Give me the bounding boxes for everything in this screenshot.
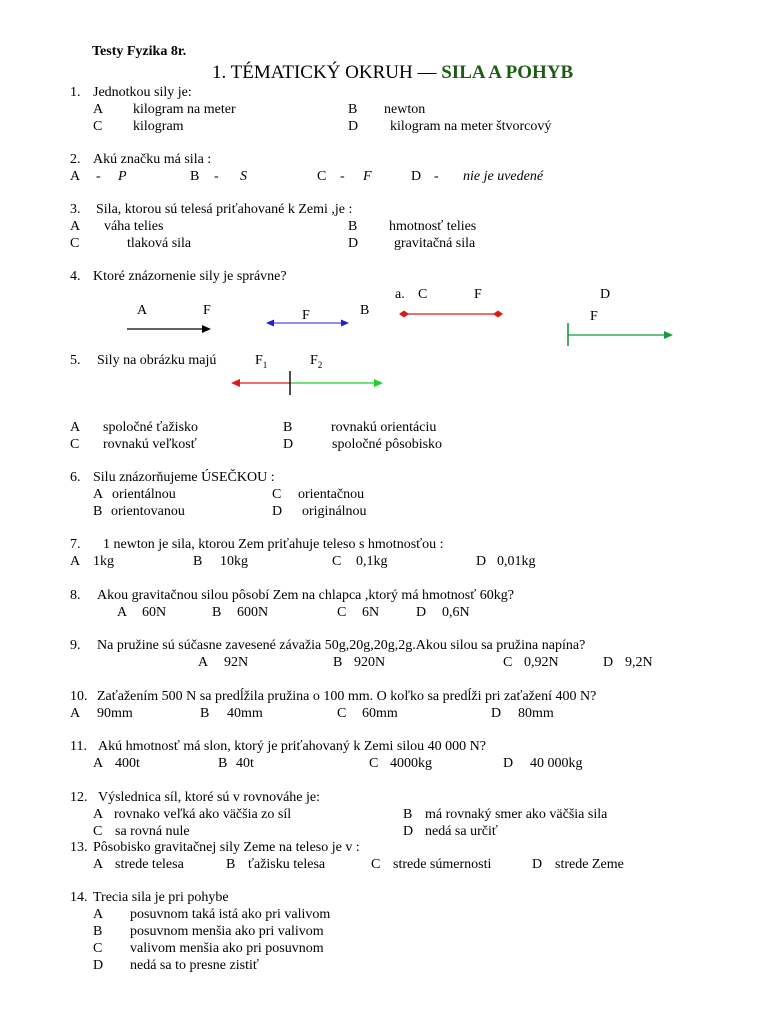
q8-option-a-letter: A xyxy=(117,605,128,620)
q14-option-d: nedá sa to presne zistiť xyxy=(130,958,259,973)
q7-option-b: 10kg xyxy=(220,554,248,569)
q2-option-b-letter: B xyxy=(190,169,200,184)
q1-option-a: kilogram na meter xyxy=(133,102,236,117)
q11-option-a-letter: A xyxy=(93,756,104,771)
q5-text: Sily na obrázku majú xyxy=(97,353,217,368)
q14-text: Trecia sila je pri pohybe xyxy=(93,890,229,905)
q11-option-d: 40 000kg xyxy=(530,756,583,771)
q13-option-d: strede Zeme xyxy=(555,857,624,872)
title-prefix: 1. TÉMATICKÝ OKRUH — xyxy=(212,62,437,83)
q2-option-c-letter: C xyxy=(317,169,327,184)
q5-number: 5. xyxy=(70,353,81,368)
q2-option-a-sep: - xyxy=(96,169,101,184)
q8-option-b: 600N xyxy=(237,605,269,620)
q9-text: Na pružine sú súčasne zavesené závažia 50g,20g,20g,2g.Akou silou sa pružina napína? xyxy=(97,638,586,653)
q8-text: Akou gravitačnou silou pôsobí Zem na chlapca ,ktorý má hmotnosť 60kg? xyxy=(97,588,514,603)
q11-option-d-letter: D xyxy=(503,756,514,771)
q7-option-d: 0,01kg xyxy=(497,554,536,569)
q9-number: 9. xyxy=(70,638,81,653)
q2-number: 2. xyxy=(70,152,81,167)
q4-text: Ktoré znázornenie sily je správne? xyxy=(93,269,287,284)
q5-option-b-letter: B xyxy=(283,420,293,435)
q1-option-c-letter: C xyxy=(93,119,103,134)
q14-option-a-letter: A xyxy=(93,907,104,922)
q6-option-c: orientačnou xyxy=(298,487,365,502)
q4-arrow-b xyxy=(266,320,349,327)
q6-option-d-letter: D xyxy=(272,504,283,519)
q9-option-d: 9,2N xyxy=(625,655,653,670)
q6-text: Silu znázorňujeme ÚSEČKOU : xyxy=(93,470,275,485)
q10-option-b-letter: B xyxy=(200,706,210,721)
q8-option-c-letter: C xyxy=(337,605,347,620)
q5-option-d-letter: D xyxy=(283,437,294,452)
q2-option-c-sep: - xyxy=(340,169,345,184)
q12-option-d: nedá sa určiť xyxy=(425,824,498,839)
q12-option-a-letter: A xyxy=(93,807,104,822)
q9-option-b-letter: B xyxy=(333,655,343,670)
q1-option-d-letter: D xyxy=(348,119,359,134)
q11-option-c-letter: C xyxy=(369,756,379,771)
q5-option-b: rovnakú orientáciu xyxy=(331,420,437,435)
q9-option-a: 92N xyxy=(224,655,249,670)
q12-option-c: sa rovná nule xyxy=(115,824,190,839)
q12-text: Výslednica síl, ktoré sú v rovnováhe je: xyxy=(98,790,321,805)
q4-d-letter: D xyxy=(600,287,611,302)
q4-arrow-c xyxy=(399,311,503,318)
q6-option-a-letter: A xyxy=(93,487,104,502)
q1-option-b-letter: B xyxy=(348,102,358,117)
q4-arrow-a xyxy=(127,325,211,333)
q2-text: Akú značku má sila : xyxy=(93,152,212,167)
q7-option-c: 0,1kg xyxy=(356,554,388,569)
q6-option-b-letter: B xyxy=(93,504,103,519)
q2-option-b-sep: - xyxy=(214,169,219,184)
q4-c-force-label: F xyxy=(474,287,482,302)
document-subject: Testy Fyzika 8r. xyxy=(92,44,187,59)
q10-option-b: 40mm xyxy=(227,706,263,721)
q12-option-b: má rovnaký smer ako väčšia sila xyxy=(425,807,608,822)
q2-option-d-sep: - xyxy=(434,169,439,184)
q14-option-c-letter: C xyxy=(93,941,103,956)
q6-option-c-letter: C xyxy=(272,487,282,502)
q13-option-a: strede telesa xyxy=(115,857,184,872)
q7-option-d-letter: D xyxy=(476,554,487,569)
q6-option-a: orientálnou xyxy=(112,487,176,502)
q4-b-force-label: F xyxy=(302,308,310,323)
q10-option-d: 80mm xyxy=(518,706,554,721)
q14-option-b-letter: B xyxy=(93,924,103,939)
q2-option-b: S xyxy=(240,169,247,184)
q3-option-d: gravitačná sila xyxy=(394,236,476,251)
q13-text: Pôsobisko gravitačnej sily Zeme na teleso je v : xyxy=(93,840,360,855)
q5-option-c: rovnakú veľkosť xyxy=(103,437,197,452)
q6-number: 6. xyxy=(70,470,81,485)
q4-number: 4. xyxy=(70,269,81,284)
q1-option-a-letter: A xyxy=(93,102,104,117)
q8-number: 8. xyxy=(70,588,81,603)
q9-option-d-letter: D xyxy=(603,655,614,670)
q10-option-d-letter: D xyxy=(491,706,502,721)
q7-option-a-letter: A xyxy=(70,554,81,569)
q10-option-c-letter: C xyxy=(337,706,347,721)
q14-option-a: posuvnom taká istá ako pri valivom xyxy=(130,907,331,922)
q11-number: 11. xyxy=(70,739,87,754)
q14-option-b: posuvnom menšia ako pri valivom xyxy=(130,924,324,939)
q4-c-letter: C xyxy=(418,287,428,302)
q3-option-c-letter: C xyxy=(70,236,80,251)
q4-b-letter: B xyxy=(360,303,370,318)
q7-option-c-letter: C xyxy=(332,554,342,569)
q13-option-c: strede súmernosti xyxy=(393,857,492,872)
q13-option-b: ťažisku telesa xyxy=(248,857,326,872)
q4-a-letter: A xyxy=(137,303,148,318)
q3-text: Sila, ktorou sú telesá priťahované k Zemi ,je : xyxy=(96,202,353,217)
q3-option-d-letter: D xyxy=(348,236,359,251)
q9-option-b: 920N xyxy=(354,655,386,670)
q7-number: 7. xyxy=(70,537,81,552)
q8-option-c: 6N xyxy=(362,605,380,620)
q11-text: Akú hmotnosť má slon, ktorý je priťahovaný k Zemi silou 40 000 N? xyxy=(98,739,486,754)
q5-force-diagram xyxy=(231,371,383,395)
q3-option-c: tlaková sila xyxy=(127,236,192,251)
q3-option-b: hmotnosť telies xyxy=(389,219,477,234)
q2-option-d-letter: D xyxy=(411,169,422,184)
q2-option-a-letter: A xyxy=(70,169,81,184)
q4-c-prefix: a. xyxy=(395,287,405,302)
q1-option-b: newton xyxy=(384,102,426,117)
q12-option-a: rovnako veľká ako väčšia zo síl xyxy=(114,807,292,822)
q7-option-a: 1kg xyxy=(93,554,114,569)
q10-number: 10. xyxy=(70,689,88,704)
q2-option-d: nie je uvedené xyxy=(463,169,544,184)
q7-option-b-letter: B xyxy=(193,554,203,569)
q12-option-d-letter: D xyxy=(403,824,414,839)
q13-option-c-letter: C xyxy=(371,857,381,872)
q4-a-force-label: F xyxy=(203,303,211,318)
q5-f2-label: $F_2$ xyxy=(310,353,323,370)
q9-option-c-letter: C xyxy=(503,655,513,670)
q13-option-b-letter: B xyxy=(226,857,236,872)
title-highlight: SILA A POHYB xyxy=(441,62,574,83)
q2-option-a: P xyxy=(118,169,127,184)
q12-number: 12. xyxy=(70,790,88,805)
q14-option-d-letter: D xyxy=(93,958,104,973)
q8-option-a: 60N xyxy=(142,605,167,620)
q8-option-d-letter: D xyxy=(416,605,427,620)
q13-option-a-letter: A xyxy=(93,857,104,872)
q5-option-a: spoločné ťažisko xyxy=(103,420,199,435)
q1-option-d: kilogram na meter štvorcový xyxy=(390,119,552,134)
q12-option-b-letter: B xyxy=(403,807,413,822)
q1-number: 1. xyxy=(70,85,81,100)
q9-option-a-letter: A xyxy=(198,655,209,670)
q13-number: 13. xyxy=(70,840,88,855)
q6-option-b: orientovanou xyxy=(111,504,185,519)
q11-option-c: 4000kg xyxy=(390,756,432,771)
q11-option-b-letter: B xyxy=(218,756,228,771)
q9-option-c: 0,92N xyxy=(524,655,559,670)
q14-number: 14. xyxy=(70,890,88,905)
q3-option-a-letter: A xyxy=(70,219,81,234)
q1-option-c: kilogram xyxy=(133,119,184,134)
q11-option-b: 40t xyxy=(236,756,254,771)
q5-f1-label: $F_1$ xyxy=(255,353,268,370)
q10-option-a-letter: A xyxy=(70,706,81,721)
q5-option-a-letter: A xyxy=(70,420,81,435)
q2-option-c: F xyxy=(363,169,372,184)
q5-option-d: spoločné pôsobisko xyxy=(332,437,443,452)
q3-option-b-letter: B xyxy=(348,219,358,234)
q13-option-d-letter: D xyxy=(532,857,543,872)
q4-arrow-d xyxy=(568,323,673,346)
q8-option-d: 0,6N xyxy=(442,605,470,620)
q1-text: Jednotkou sily je: xyxy=(93,85,192,100)
q11-option-a: 400t xyxy=(115,756,140,771)
q6-option-d: originálnou xyxy=(302,504,367,519)
q5-option-c-letter: C xyxy=(70,437,80,452)
q4-d-force-label: F xyxy=(590,309,598,324)
q14-option-c: valivom menšia ako pri posuvnom xyxy=(130,941,324,956)
q3-number: 3. xyxy=(70,202,81,217)
q3-option-a: váha telies xyxy=(104,219,164,234)
q10-text: Zaťažením 500 N sa predĺžila pružina o 100 mm. O koľko sa predĺži pri zaťažení 400 N? xyxy=(97,689,597,704)
q8-option-b-letter: B xyxy=(212,605,222,620)
q10-option-a: 90mm xyxy=(97,706,133,721)
q10-option-c: 60mm xyxy=(362,706,398,721)
q12-option-c-letter: C xyxy=(93,824,103,839)
q7-text: 1 newton je sila, ktorou Zem priťahuje teleso s hmotnosťou : xyxy=(103,537,444,552)
